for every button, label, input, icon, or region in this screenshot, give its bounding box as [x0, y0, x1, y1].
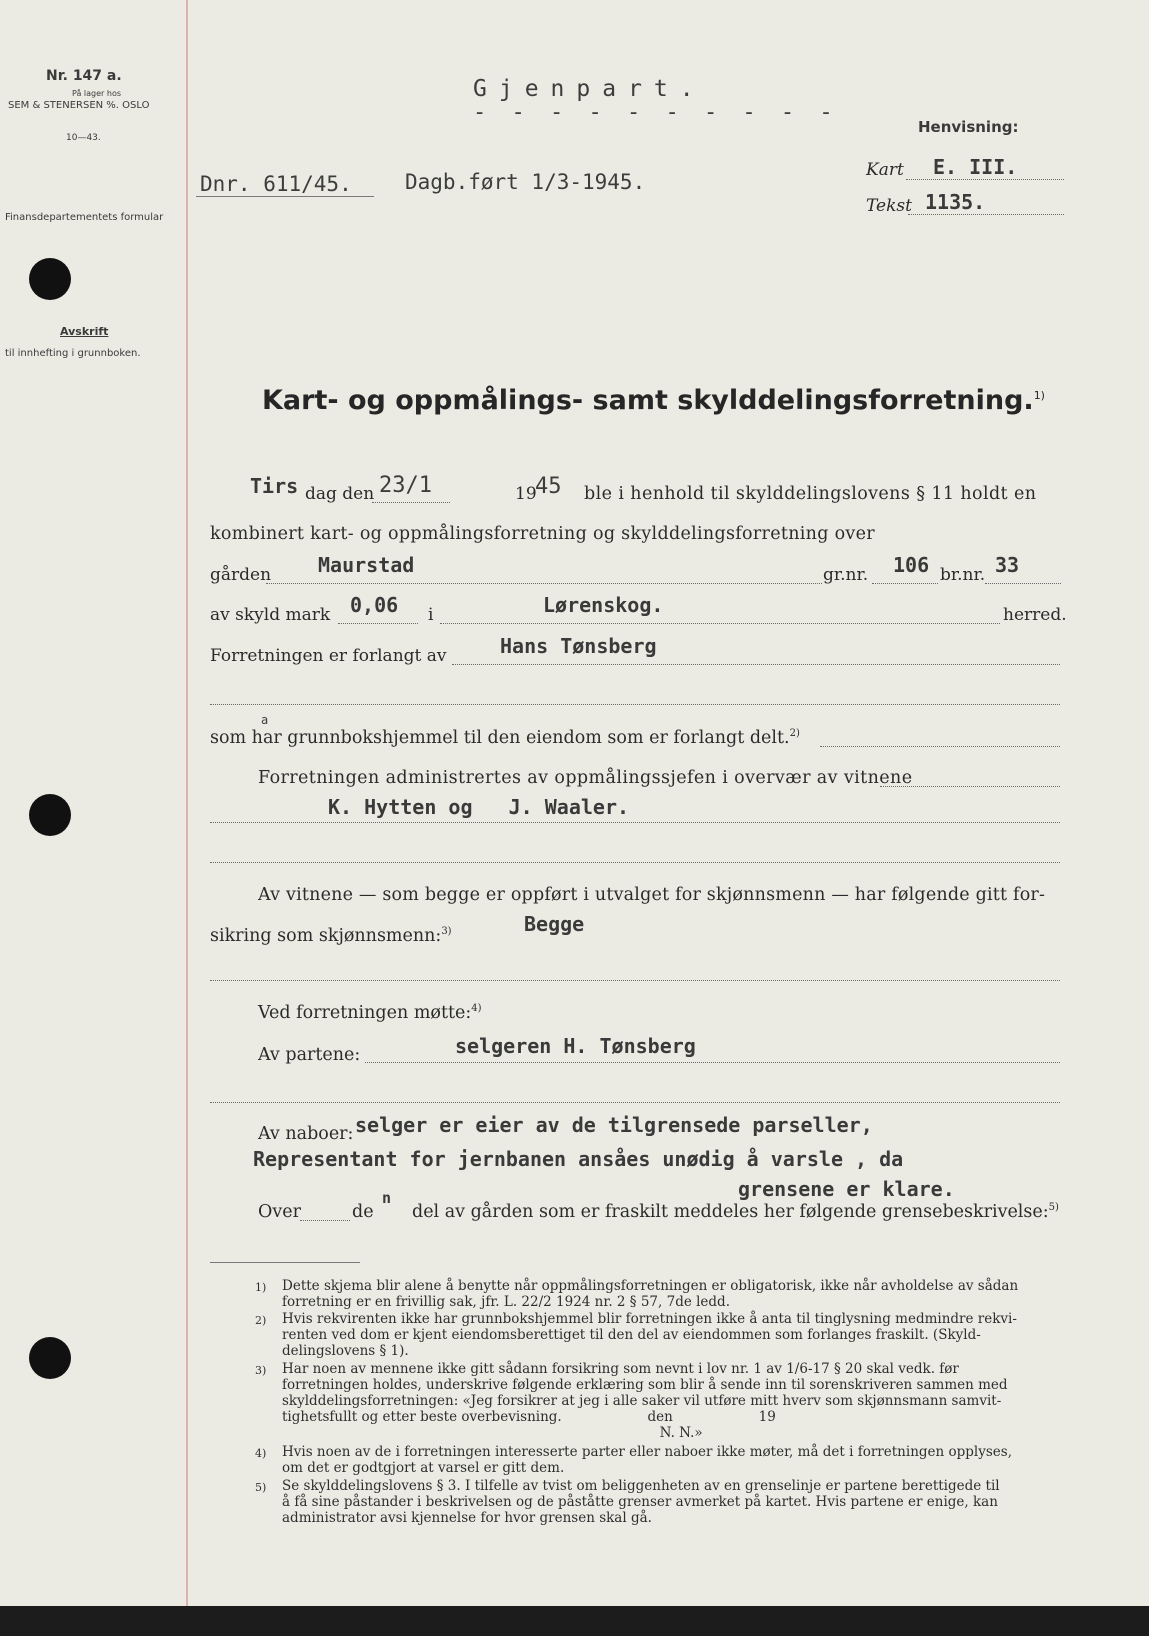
tekst-value: 1135.	[925, 190, 986, 214]
main-title-footnote: 1)	[1033, 389, 1045, 402]
gjenpart-title: Gjenpart.	[473, 76, 706, 102]
brnr-label: br.nr.	[940, 565, 986, 585]
dagbok-date: Dagb.ført 1/3-1945.	[405, 170, 646, 194]
grnr-value: 106	[893, 553, 930, 577]
print-date: 10—43.	[66, 133, 101, 143]
footnote-1-line: forretning er en frivillig sak, jfr. L. 22/2 1924 nr. 2 § 57, 7de ledd.	[282, 1294, 730, 1310]
weekday: Tirs	[250, 474, 299, 498]
i-label: i	[428, 605, 434, 625]
footnote-3-number: 3)	[255, 1364, 267, 1377]
dnr: Dnr. 611/45.	[200, 172, 352, 196]
hjemmel-text: som har grunnbokshjemmel til den eiendom som er forlangt delt.	[210, 728, 790, 748]
copy-note: til innhefting i grunnboken.	[5, 348, 141, 359]
footnote-5-number: 5)	[255, 1481, 267, 1494]
herred-label: herred.	[1003, 605, 1067, 625]
footnote-4-number: 4)	[255, 1447, 267, 1460]
footnote-3-line: skylddelingsforretningen: «Jeg forsikrer at jeg i alle saker vil utføre mitt hverv som skjønnsmann samvit-	[282, 1393, 1002, 1409]
copy-label: Avskrift	[60, 325, 109, 338]
garden-value: Maurstad	[318, 553, 415, 577]
footnote-3-line: Har noen av mennene ikke gitt sådann forsikring som nevnt i lov nr. 1 av 1/6-17 § 20 skal vedk. før	[282, 1361, 959, 1377]
footnote-3-line: N. N.»	[282, 1425, 703, 1441]
issuer-label: Finansdepartementets formular	[5, 212, 164, 223]
hjemmel-line	[210, 728, 800, 748]
printer-line-2: SEM & STENERSEN %. OSLO	[8, 100, 150, 111]
footnote-4-line: Hvis noen av de i forretningen interesserte parter eller naboer ikke møter, må det i forretningen opplyses,	[282, 1444, 1012, 1460]
form-number: Nr. 147 a.	[46, 68, 122, 84]
footnote-5-line: Se skylddelingslovens § 3. I tilfelle av tvist om beliggenheten av en grenselinje er partene berettigede til	[282, 1478, 1000, 1494]
skyld-label: av skyld mark	[210, 605, 331, 625]
vitne-value: Begge	[524, 912, 585, 936]
over-footnote: 5)	[1048, 1202, 1059, 1214]
vitne-line-2-text: sikring som skjønnsmenn:	[210, 926, 442, 946]
garden-label: gården	[210, 565, 272, 585]
scan-bottom-edge	[0, 1606, 1149, 1636]
date: 23/1	[379, 473, 432, 498]
witnesses: K. Hytten og J. Waaler.	[328, 795, 630, 819]
de-label: de	[352, 1202, 374, 1222]
requested-label: Forretningen er forlangt av	[210, 646, 447, 666]
footnote-4-line: om det er godtgjort at varsel er gitt dem.	[282, 1460, 565, 1476]
herred-value: Lørenskog.	[543, 593, 664, 617]
vitne-footnote: 3)	[441, 926, 452, 938]
punch-hole-top	[29, 258, 71, 300]
footnote-5-line: å få sine påstander i beskrivelsen og de påståtte grenser avmerket på kartet. Hvis partene er enige, kan	[282, 1494, 998, 1510]
line2: kombinert kart- og oppmålingsforretning og skylddelingsforretning over	[210, 524, 875, 544]
line1-rest: ble i henhold til skylddelingslovens § 11 holdt en	[584, 484, 1037, 504]
footnote-2-line: delingslovens § 1).	[282, 1343, 409, 1359]
mote-text: Ved forretningen møtte:	[258, 1003, 472, 1023]
over-label: Over	[258, 1202, 301, 1222]
reference-label: Henvisning:	[918, 118, 1019, 136]
naboer-line-1: selger er eier av de tilgrensede parseller,	[355, 1113, 873, 1137]
tekst-label: Tekst	[866, 196, 912, 216]
year-prefix: 19	[515, 484, 537, 504]
main-title-text: Kart- og oppmålings- samt skylddelingsforretning.	[262, 385, 1034, 416]
vitne-line-1: Av vitnene — som begge er oppført i utvalget for skjønnsmenn — har følgende gitt for-	[258, 885, 1046, 905]
over-text: del av gården som er fraskilt meddeles her følgende grensebeskrivelse:	[412, 1202, 1049, 1222]
brnr-value: 33	[995, 553, 1020, 577]
punch-hole-middle	[29, 794, 71, 836]
printer-line-1: På lager hos	[72, 89, 121, 98]
footnote-3-line: forretningen holdes, underskrive følgende erklæring som blir å sende inn til sorenskriveren sammen med	[282, 1377, 1008, 1393]
footnote-2-line: renten ved dom er kjent eiendomsberettiget til den del av eiendommen som forlanges fraskilt. (Skyld-	[282, 1327, 981, 1343]
footnote-3-line: tighetsfullt og etter beste overbevisning. den 19	[282, 1409, 776, 1425]
main-title	[262, 385, 1045, 416]
mote-footnote: 4)	[471, 1003, 482, 1015]
naboer-label: Av naboer:	[258, 1124, 354, 1144]
gjenpart-underline: - - - - - - - - - -	[473, 100, 839, 125]
footnote-2-number: 2)	[255, 1314, 267, 1327]
grnr-label: gr.nr.	[823, 565, 869, 585]
footnote-5-line: administrator avsi kjennelse for hvor grensen skal gå.	[282, 1510, 652, 1526]
hjemmel-footnote: 2)	[789, 728, 800, 740]
kart-label: Kart	[866, 160, 904, 180]
footnote-separator	[210, 1262, 360, 1263]
administered-line: Forretningen administrertes av oppmålingssjefen i overvær av vitnene	[258, 768, 913, 788]
partene-label: Av partene:	[258, 1045, 361, 1065]
footnote-1-number: 1)	[255, 1281, 267, 1294]
margin-rule	[186, 0, 188, 1606]
hjemmel-mark: a	[261, 713, 269, 727]
skyld-value: 0,06	[350, 593, 399, 617]
punch-hole-bottom	[29, 1337, 71, 1379]
mote-line	[258, 1003, 482, 1023]
naboer-line-3: grensene er klare.	[738, 1177, 955, 1201]
over-line	[412, 1202, 1059, 1222]
footnote-2-line: Hvis rekvirenten ikke har grunnbokshjemmel blir forretningen ikke å anta til tinglysning medmindre rekvi-	[282, 1311, 1017, 1327]
requested-by: Hans Tønsberg	[500, 634, 657, 658]
partene-value: selgeren H. Tønsberg	[455, 1034, 696, 1058]
year-suffix: 45	[535, 474, 562, 499]
kart-value: E. III.	[933, 155, 1018, 179]
footnote-1-line: Dette skjema blir alene å benytte når oppmålingsforretningen er obligatorisk, ikke når avholdelse av sådan	[282, 1278, 1019, 1294]
vitne-line-2	[210, 926, 452, 946]
de-mark: n	[382, 1189, 392, 1207]
naboer-line-2: Representant for jernbanen ansåes unødig å varsle , da	[253, 1147, 904, 1171]
dag-den-label: dag den	[305, 484, 375, 504]
